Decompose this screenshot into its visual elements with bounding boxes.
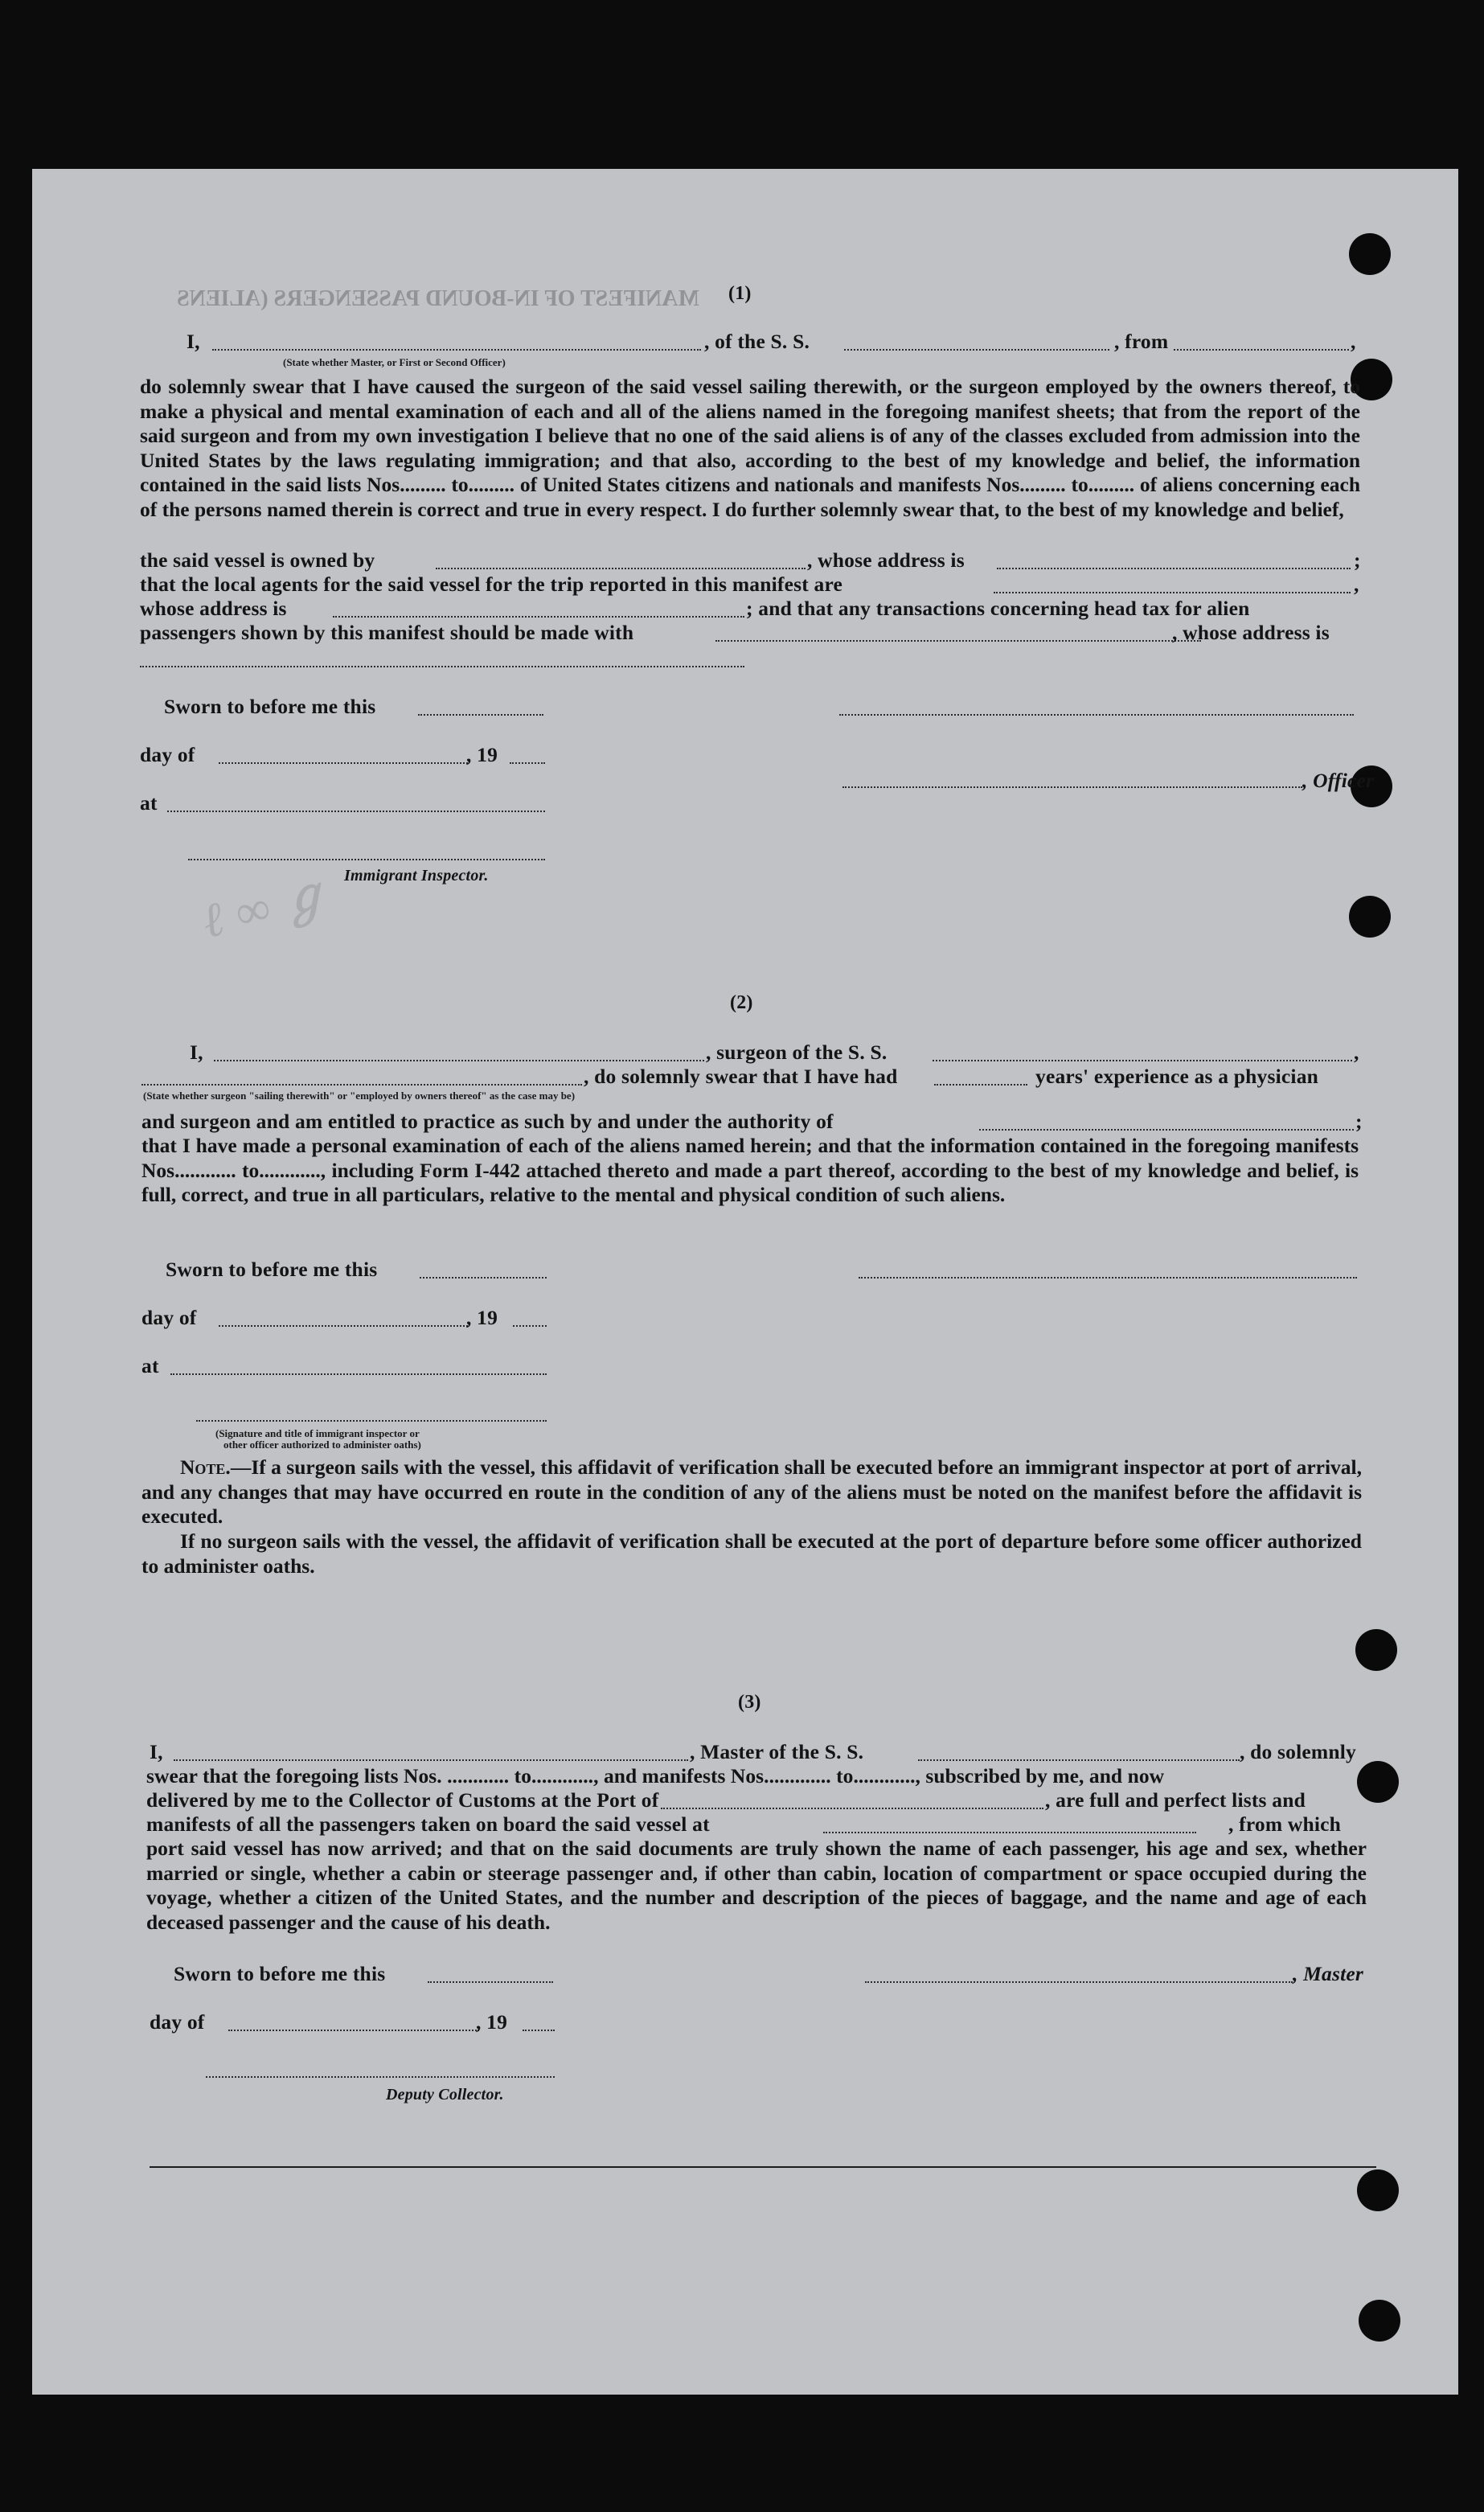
s3-manif: manifests of all the passengers taken on board the said vessel at [146,1812,710,1836]
s1-agents-end: , [1354,573,1359,596]
punch-hole [1349,896,1391,938]
s2-surgeon-end: , [1354,1041,1359,1064]
s1-from: , from [1114,330,1169,353]
punch-hole [1359,2300,1400,2342]
s2-surgeon: , surgeon of the S. S. [706,1041,888,1064]
s2-day: day of [141,1306,197,1329]
section-3-number: (3) [738,1692,761,1713]
s2-surgeon-note: (State whether surgeon "sailing therewith" or "employed by owners thereof" as the case may be) [143,1090,576,1102]
s2-note2: If no surgeon sails with the vessel, the affidavit of verification shall be executed at the port of departure before some officer authorized to administer oaths. [141,1529,1362,1578]
s3-year: , 19 [476,2010,508,2034]
s3-deliv2: , are full and perfect lists and [1045,1788,1306,1812]
s2-at: at [141,1354,159,1377]
s1-i: I, [187,330,200,353]
s2-note-text: —If a surgeon sails with the vessel, this affidavit of verification shall be executed before an immigrant inspector at port of arrival, and any changes that may have occurred en route in the condition of any of the aliens must be noted on the manifest before the affidavit is executed. [141,1455,1362,1528]
s3-i: I, [150,1740,163,1763]
s3-day: day of [150,2010,205,2034]
punch-hole [1357,1761,1399,1803]
s2-sig-line1: (Signature and title of immigrant inspector or [215,1427,420,1439]
document-page [32,169,1458,2395]
s1-year: , 19 [466,743,498,766]
s2-swear: , do solemnly swear that I have had [584,1065,898,1088]
s3-sworn: Sworn to before me this [174,1962,386,1985]
s1-officer: , Officer [1302,769,1375,792]
punch-hole [1349,233,1391,275]
s3-deputy: Deputy Collector. [386,2086,504,2104]
s1-at: at [140,791,158,815]
s3-body: port said vessel has now arrived; and that on the said documents are truly shown the name of each passenger, his age and sex, whether married or single, whether a cabin or steerage passenger and, if other than cabin, location of compartment or space occupied during the voyage, whether a citizen of the United States, and the number and description of the pieces of baggage, and the name and age of each deceased passenger and the cause of his death. [146,1837,1367,1934]
s3-deliv: delivered by me to the Collector of Customs at the Port of [146,1788,659,1812]
s1-body: do solemnly swear that I have caused the surgeon of the said vessel sailing therewith, or the surgeon employed by the owners thereof, to make a physical and mental examination of each and all of the aliens named in the foregoing manifest sheets; that from the report of the said surgeon and from my own investigation I believe that no one of the said aliens is of any of the classes excluded from admission into the United States by the laws regulating immigration; and that also, according to the best of my knowledge and belief, the information contained in the said lists Nos......... to......... of United States citizens and nationals and manifests Nos......... to......... of aliens concerning each of the persons named therein is correct and true in every respect. I do further solemnly swear that, to the best of my knowledge and belief, [140,375,1360,521]
s3-swear: swear that the foregoing lists Nos. ............ to............, and manifests Nos............. to............, subscribed by me, and now [146,1764,1165,1788]
s1-day: day of [140,743,195,766]
s2-note-label: Note. [180,1455,231,1479]
section-1-number: (1) [728,283,752,304]
s1-whose2: ; and that any transactions concerning head tax for alien [746,597,1250,620]
s3-manif2: , from which [1228,1812,1342,1836]
s1-owned-end: ; [1354,548,1361,572]
s2-body: that I have made a personal examination of each of the aliens named herein; and that the information contained in the foregoing manifests Nos............ to............, including Form I-442 attached thereto and made a part thereof, according to the best of my knowledge and belief, is full, correct, and true in all particulars, relative to the mental and physical condition of such aliens. [141,1134,1359,1206]
s1-owned: the said vessel is owned by [140,548,375,572]
s2-sworn: Sworn to before me this [166,1258,378,1281]
bleed-through-header: MANIFEST OF IN-BOUND PASSENGERS (ALIENS [177,286,699,311]
s2-years: years' experience as a physician [1035,1065,1319,1088]
faint-handwriting: ℓ ∞ ℊ [197,865,334,949]
s2-auth-end: ; [1355,1110,1363,1133]
s2-sig-line2: other officer authorized to administer oaths) [223,1439,421,1451]
s1-officer-note: (State whether Master, or First or Second Officer) [283,356,506,368]
bottom-rule [150,2166,1376,2168]
punch-hole [1355,1629,1397,1671]
s1-agents: that the local agents for the said vessel for the trip reported in this manifest are [140,573,843,596]
s2-auth: and surgeon and am entitled to practice as such by and under the authority of [141,1110,834,1133]
section-2-number: (2) [730,992,753,1013]
s1-owned-addr: , whose address is [807,548,965,572]
s1-sworn: Sworn to before me this [164,695,376,718]
s1-inspector: Immigrant Inspector. [344,867,489,885]
s3-solemnly: , do solemnly [1240,1740,1356,1763]
s1-of-ss: , of the S. S. [704,330,810,353]
s1-from-end: , [1351,330,1356,353]
s2-year: , 19 [466,1306,498,1329]
s2-note [141,1455,1362,1529]
s2-i: I, [190,1041,203,1064]
s1-pass: passengers shown by this manifest should be made with [140,621,634,644]
s1-pass2: , whose address is [1172,621,1330,644]
s1-whose: whose address is [140,597,287,620]
s3-master: , Master of the S. S. [690,1740,864,1763]
punch-hole [1357,2169,1399,2211]
s3-master-sig: , Master [1293,1962,1364,1985]
